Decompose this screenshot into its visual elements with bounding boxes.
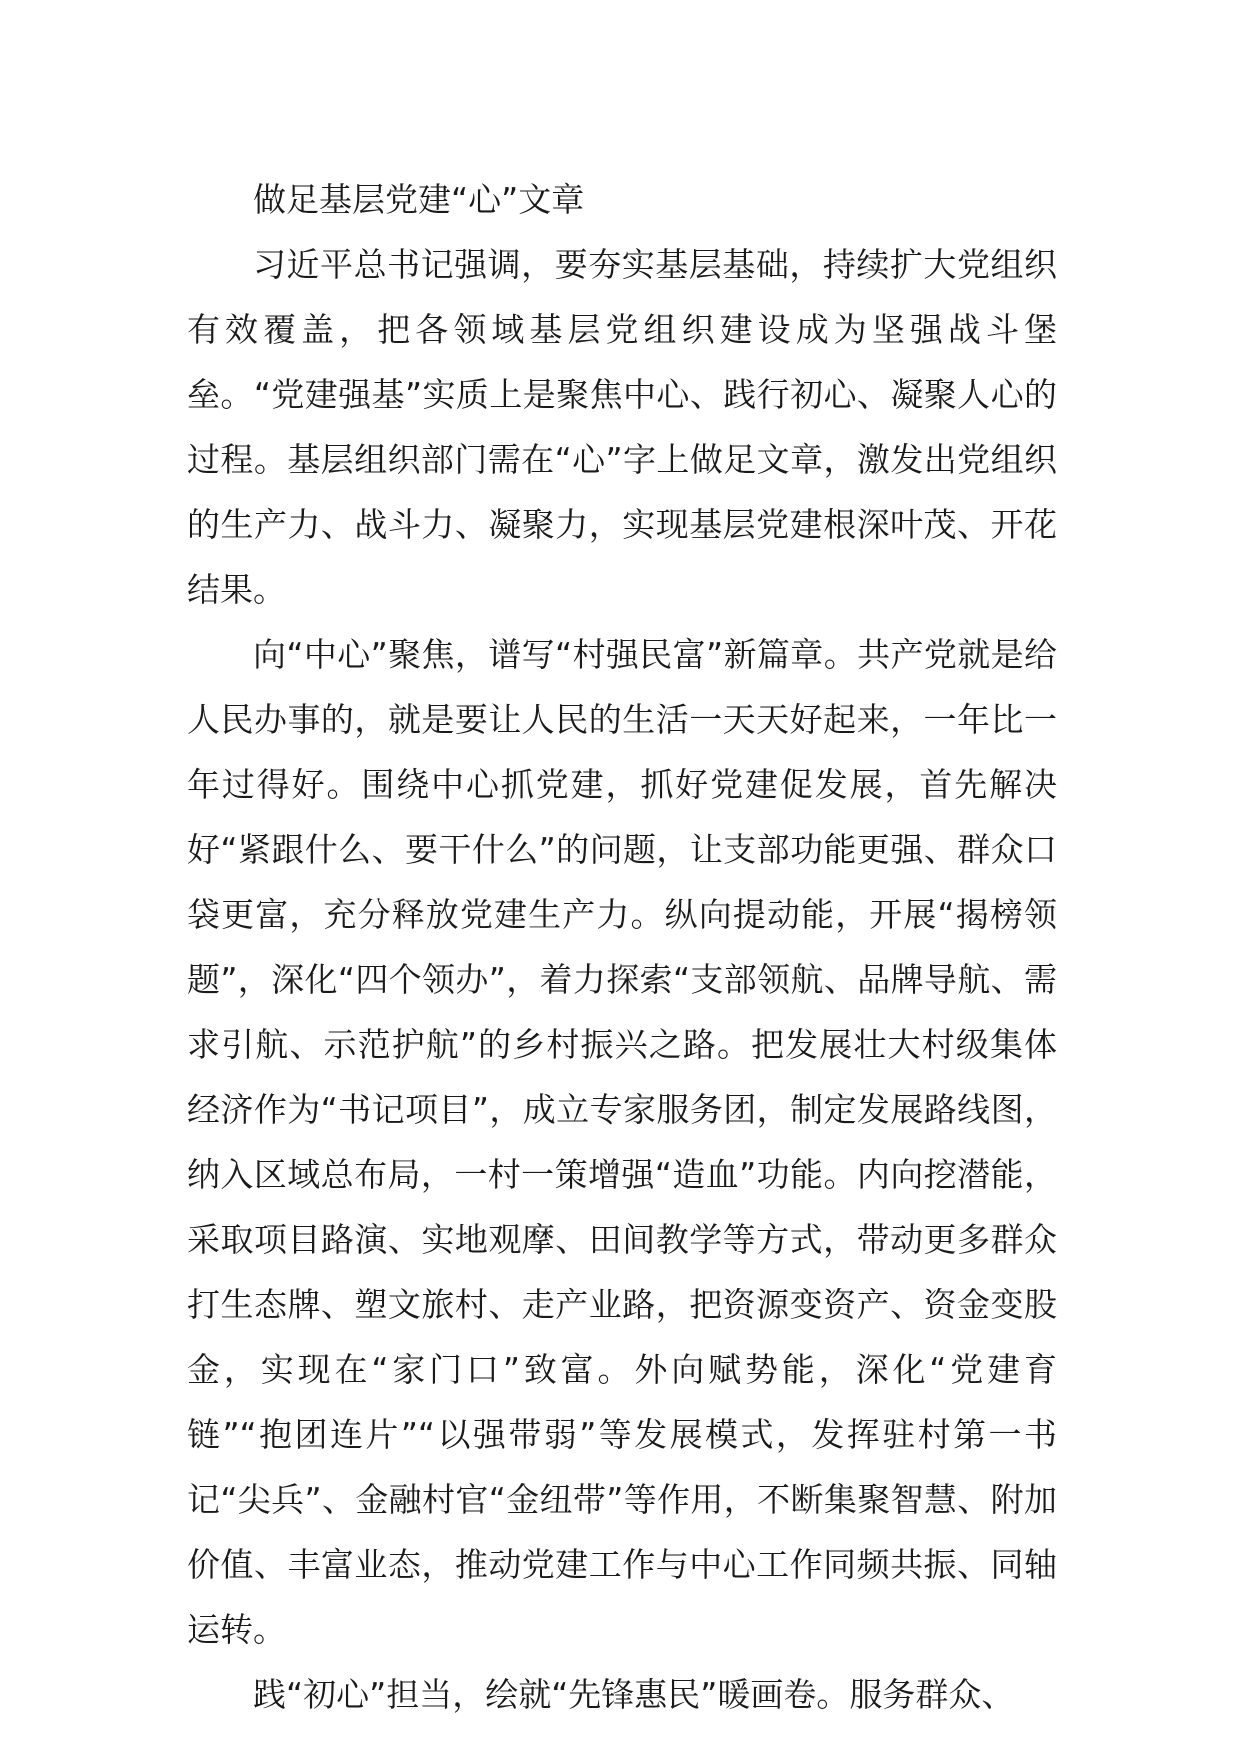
document-title: 做足基层党建“心”文章 [253, 180, 585, 219]
paragraph-original-aspiration: 践“初心”担当，绘就“先锋惠民”暖画卷。服务群众、 [253, 1675, 1015, 1714]
paragraph-center-focus: 向“中心”聚焦，谱写“村强民富”新篇章。共产党就是给人民办事的，就是要让人民的生活一天天好起来，一年比一年过得好。围绕中心抓党建，抓好党建促发展，首先解决好“紧跟什么、要干什么”的问题，让支部功能更强、群众口袋更富，充分释放党建生产力。纵向提动能，开展“揭榜领题”，深化“四个领办”，着力探索“支部领航、品牌导航、需求引航、示范护航”的乡村振兴之路。把发展壮大村级集体经济作为“书记项目”，成立专家服务团，制定发展路线图，纳入区域总布局，一村一策增强“造血”功能。内向挖潜能，采取项目路演、实地观摩、田间教学等方式，带动更多群众打生态牌、塑文旅村、走产业路，把资源变资产、资金变股金，实现在“家门口”致富。外向赋势能，深化“党建育链”“抱团连片”“以强带弱”等发展模式，发挥驻村第一书记“尖兵”、金融村官“金纽带”等作用，不断集聚智慧、附加价值、丰富业态，推动党建工作与中心工作同频共振、同轴运转。 [187, 635, 1057, 1649]
document-body [187, 167, 1057, 1727]
paragraph-intro: 习近平总书记强调，要夯实基层基础，持续扩大党组织有效覆盖，把各领域基层党组织建设成为坚强战斗堡垒。“党建强基”实质上是聚焦中心、践行初心、凝聚人心的过程。基层组织部门需在“心”字上做足文章，激发出党组织的生产力、战斗力、凝聚力，实现基层党建根深叶茂、开花结果。 [187, 245, 1057, 609]
